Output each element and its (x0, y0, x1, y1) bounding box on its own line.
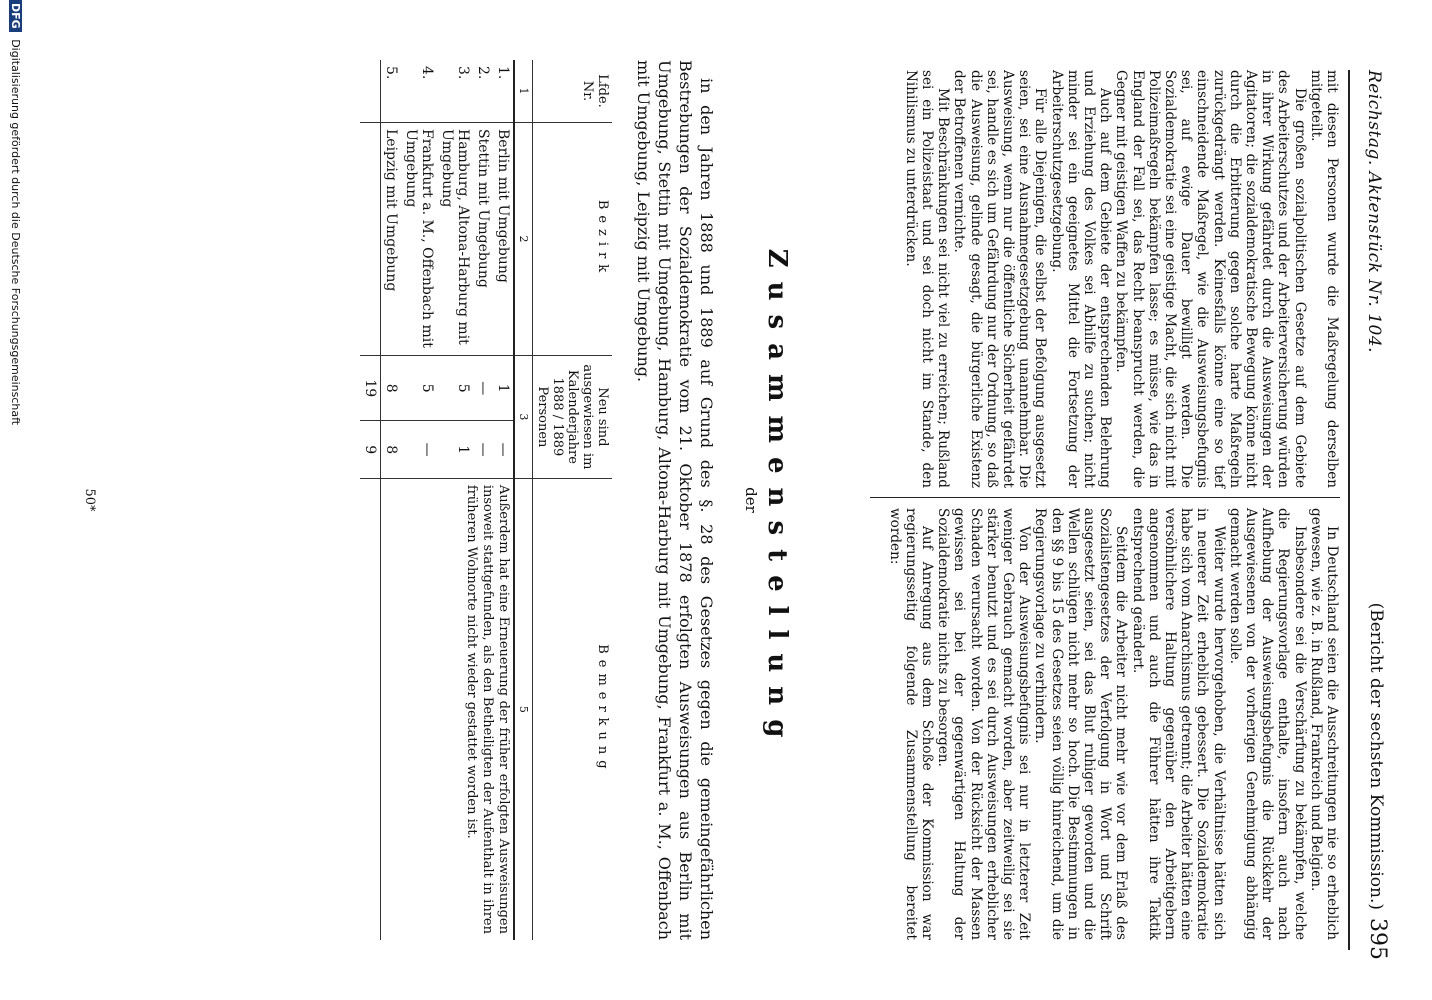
row-bezirk: Hamburg, Altona-Harburg mit Umgebung (437, 123, 473, 356)
paragraph: Weiter wurde hervorgehoben, die Verhältnisse hätten sich in neuerer Zeit erheblich gebessert. Die Sozialdemokratie habe sich vom Anarchismus getrennt; die Arbeiter hätten eine versöhnlichere Haltung gegenüber den Arbeitgebern angenommen und auch die Führer hätten ihre Taktik entsprechend geändert. (1129, 508, 1227, 940)
left-column (903, 70, 1340, 488)
paragraph: Für alle Diejenigen, die selbst der Befolgung ausgesetzt seien, sei eine Ausnahmegesetzgebung unannehmbar. Die Ausweisung, wenn nur die öffentliche Sicherheit gefährdet sei, handle es sich um Gefährdung nur der Ordnung, so daß die Ausweisung, gelinde gesagt, die bürgerliche Existenz der Betroffenen vernichte. (951, 70, 1049, 488)
row-nr: 3. (455, 66, 471, 80)
row-1888: 1 (493, 356, 514, 421)
col-number: 3 (514, 356, 533, 479)
paragraph: Auf Anregung aus dem Schoße der Kommission war regierungsseitig folgende Zusammenstellung bereitet worden: (886, 508, 935, 940)
row-bezirk: Berlin mit Umgebung (493, 123, 514, 356)
totals-row (360, 60, 381, 940)
row-1889: — (401, 421, 437, 478)
paragraph: Seitdem die Arbeiter nicht mehr wie vor dem Erlaß des Sozialistengesetzes der Verfolgung in Wort und Schrift ausgesetzt seien, sei das Blut ruhiger geworden und die Wellen schlügen nicht mehr so hoch. Die Bestimmungen in den §§ 9 bis 15 des Gesetzes seien völlig hinreichend, um die Regierungsvorlage zu verhindern. (1032, 508, 1130, 940)
total-1889: 9 (360, 421, 381, 478)
row-nr: 4. (419, 66, 435, 80)
row-bezirk: Leipzig mit Umgebung (381, 123, 402, 356)
col-header-bezirk: Bezirk (533, 123, 613, 356)
paragraph: Mit Beschränkungen sei nicht viel zu erreichen; Rußland sei ein Polizeistaat und sei doch nicht im Stande, den Nihilismus zu unterdrücken. (902, 70, 952, 488)
paragraph: In Deutschland seien die Ausschreitungen nie so erheblich gewesen, wie z. B. in Rußland, Frankreich und Belgien. (1307, 508, 1340, 940)
col-number: 2 (514, 123, 533, 356)
page-header (1352, 40, 1392, 960)
col-number: 1 (514, 60, 533, 123)
row-1888: — (473, 356, 493, 421)
col-number: 5 (514, 478, 533, 940)
section-title-main: Zusammenstellung (762, 248, 792, 752)
row-bezirk: Frankfurt a. M., Offenbach mit Umgebung (401, 123, 437, 356)
col-header-ausgewiesen: Neu sind ausgewiesen im Kalenderjahre 1888 / 1889 Personen (533, 356, 613, 479)
expulsion-table (360, 60, 612, 940)
page-number: 395 (1365, 918, 1390, 960)
paragraph: Die großen sozialpolitischen Gesetze auf dem Gebiete des Arbeiterschutzes und der Arbeiterversicherung würden in ihrer Wirkung gefährdet durch die Ausweisungen der Agitatoren; die sozialdemokratische Bewegung könne nicht durch die Erbitterung gegen solche harte Maßregeln zurückgedrängt werden. Keinesfalls könne eine so tief einschneidende Maßregel, wie die Ausweisungsbefugnis sei, auf ewige Dauer bewilligt werden. Die Sozialdemokratie sei eine geistige Macht, die sich nicht mit Polizeimaßregeln bekämpfen lasse; es müsse, wie das in England der Fall sei, das Recht beansprucht werden, die Gegner mit geistigen Waffen zu bekämpfen. (1113, 70, 1308, 488)
paragraph: Von der Ausweisungsbefugnis sei nur in letzterer Zeit weniger Gebrauch gemacht worden, aber zeitweilig sei sie stärker benutzt und es sei durch Ausweisungen erheblicher Schaden verursacht worden. Von der Rücksicht der Massen gewissen sei bei der gegenwärtigen Haltung der Sozialdemokratie nichts zu besorgen. (935, 508, 1033, 940)
row-1889: — (473, 421, 493, 478)
section-title-sub: der (742, 487, 760, 513)
page-mark: 50* (82, 488, 97, 512)
credit-text: Digitalisierung gefördert durch die Deutsche Forschungsgemeinschaft (9, 39, 22, 426)
row-1889: 1 (437, 421, 473, 478)
row-note: Außerdem hat eine Erneuerung der früher erfolgten Ausweisungen insoweit stattgefunden, als den Betheiligten der Aufenthalt in ihren früheren Wohnorte nicht wieder gestattet worden ist. (381, 478, 515, 940)
row-nr: 5. (383, 66, 399, 80)
col-header-nr: Lfde. Nr. (533, 60, 613, 123)
col-header-bemerkung: Bemerkung (533, 478, 613, 940)
right-column (886, 508, 1340, 940)
table-intro: in den Jahren 1888 und 1889 auf Grund des §. 28 des Gesetzes gegen die gemeingefährlichen Bestrebungen der Sozialdemokratie vom 21. Oktober 1878 erfolgten Ausweisungen aus Berlin mit Umgebung, Stettin mit Umgebung, Hamburg, Altona-Harburg mit Umgebung, Frankfurt a. M., Offenbach mit Umgebung, Leipzig mit Umgebung. (634, 60, 716, 940)
section-title (742, 0, 792, 1000)
header-subtitle: (Bericht der sechsten Kommission.) (1366, 602, 1386, 910)
paragraph: mit diesen Personen wurde die Maßregelung derselben mitgeteilt. (1307, 70, 1340, 488)
paragraph: Auch auf dem Gebiete der entsprechenden Belehrung und Erziehung des Volkes sei Abhilfe zu suchen; nicht minder sei ein geeignetes Mittel die Fortsetzung der Arbeiterschutzgesetzgebung. (1048, 70, 1114, 488)
digitization-credit (9, 0, 22, 1000)
row-1888: 5 (437, 356, 473, 421)
total-1888: 19 (360, 356, 381, 421)
row-1888: 8 (381, 356, 402, 421)
row-bezirk: Stettin mit Umgebung (473, 123, 493, 356)
row-nr: 1. (495, 66, 511, 80)
column-divider (870, 497, 1340, 498)
row-1889: — (493, 421, 514, 478)
row-1888: 5 (401, 356, 437, 421)
dfg-logo: DFG (9, 0, 22, 32)
header-title: Reichstag. Aktenstück Nr. 104. (1364, 70, 1384, 354)
paragraph: Insbesondere sei die Verschärfung zu bekämpfen, welche die Regierungsvorlage enthalte, insofern auch nach Aufhebung der Ausweisungsbefugnis die Rückkehr der Ausgewiesenen von der vorherigen Genehmigung abhängig gemacht werden solle. (1226, 508, 1308, 940)
row-1889: 8 (381, 421, 402, 478)
header-rule (1348, 70, 1350, 950)
table-row (493, 60, 514, 940)
row-nr: 2. (475, 66, 491, 80)
